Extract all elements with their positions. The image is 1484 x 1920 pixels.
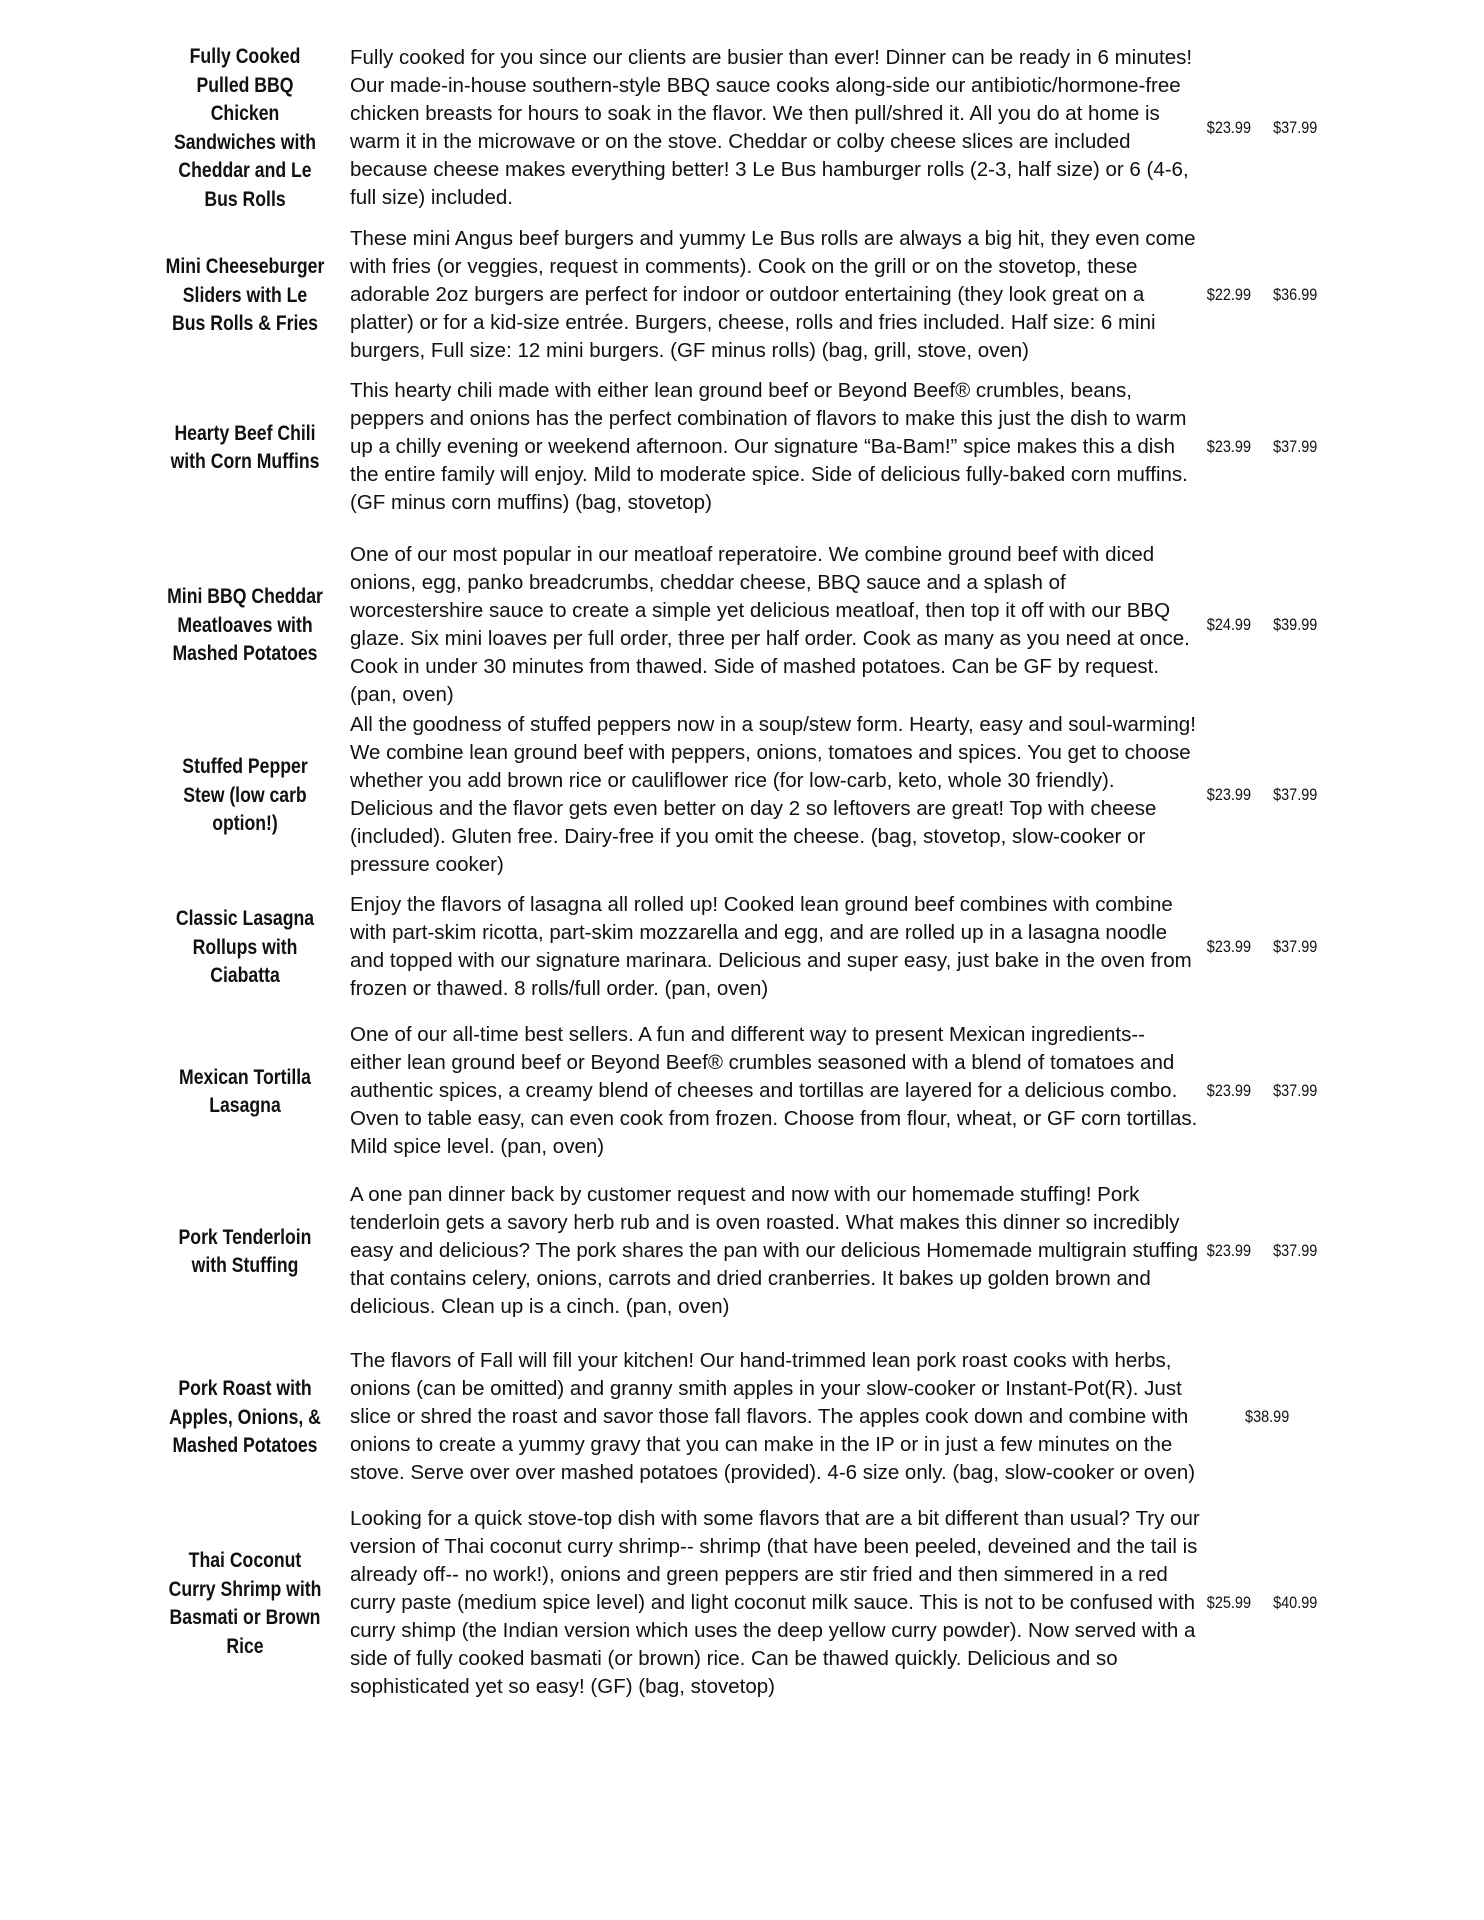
item-prices (1200, 118, 1317, 138)
item-name: Thai Coconut Curry Shrimp with Basmati or Brown Rice (168, 1548, 322, 1658)
item-prices (1200, 937, 1317, 957)
item-name: Stuffed Pepper Stew (low carb option!) (182, 754, 308, 836)
item-prices (1200, 1081, 1317, 1101)
item-name: Classic Lasagna Rollups with Ciabatta (175, 906, 315, 988)
item-description: These mini Angus beef burgers and yummy Le Bus rolls are always a big hit, they even come with fries (or veggies, request in comments). Cook on the grill or on the stovetop, these adorable 2oz burgers are perfect for indoor or outdoor entertaining (they look great on a platter) or for a kid-size entrée. Burgers, cheese, rolls and fries included. Half size: 6 mini burgers, Full size: 12 mini burgers. (GF minus rolls) (bag, grill, stove, oven) (350, 227, 1196, 362)
menu-item (148, 541, 1348, 709)
item-name: Mini Cheeseburger Sliders with Le Bus Rolls & Fries (165, 254, 325, 336)
price-half: $23.99 (1206, 1081, 1251, 1100)
item-description: This hearty chili made with either lean ground beef or Beyond Beef® crumbles, beans, peppers and onions has the perfect combination of flavors to make this just the dish to warm up a chilly evening or weekend afternoon. Our signature “Ba-Bam!” spice makes this a dish the entire family will enjoy. Mild to moderate spice. Side of delicious fully-baked corn muffins. (GF minus corn muffins) (bag, stovetop) (350, 379, 1188, 514)
item-name: Fully Cooked Pulled BBQ Chicken Sandwiches with Cheddar and Le Bus Rolls (173, 44, 317, 211)
item-name: Mini BBQ Cheddar Meatloaves with Mashed Potatoes (167, 584, 323, 666)
menu-item (148, 711, 1348, 879)
item-name: Pork Tenderloin with Stuffing (178, 1224, 312, 1277)
menu-item (148, 891, 1348, 1003)
price-full: $37.99 (1273, 1241, 1318, 1260)
menu-item (148, 377, 1348, 517)
price-full: $37.99 (1273, 1081, 1318, 1100)
price-full: $37.99 (1273, 937, 1318, 956)
price-half: $25.99 (1206, 1593, 1251, 1612)
menu-item (148, 42, 1348, 213)
item-prices (1200, 437, 1317, 457)
item-description: All the goodness of stuffed peppers now in a soup/stew form. Hearty, easy and soul-warming! We combine lean ground beef with peppers, onions, tomatoes and spices. You get to choose whether you add brown rice or cauliflower rice (for low-carb, keto, whole 30 friendly). Delicious and the flavor gets even better on day 2 so leftovers are great! Top with cheese (included). Gluten free. Dairy-free if you omit the cheese. (bag, stovetop, slow-cooker or pressure cooker) (350, 713, 1196, 876)
price-half: $23.99 (1206, 1241, 1251, 1260)
item-description: One of our all-time best sellers. A fun and different way to present Mexican ingredients-- either lean ground beef or Beyond Beef® crumbles seasoned with a blend of tomatoes and authentic spices, a creamy blend of cheeses and tortillas are layered for a delicious combo. Oven to table easy, can even cook from frozen. Choose from flour, wheat, or GF corn tortillas. Mild spice level. (pan, oven) (350, 1023, 1198, 1158)
item-description: A one pan dinner back by customer request and now with our homemade stuffing! Pork tenderloin gets a savory herb rub and is oven roasted. What makes this dinner so incredibly easy and delicious? The pork shares the pan with our delicious Homemade multigrain stuffing that contains celery, onions, carrots and dried cranberries. It bakes up golden brown and delicious. Clean up is a cinch. (pan, oven) (350, 1183, 1199, 1318)
item-prices (1200, 1241, 1317, 1261)
price-full: $37.99 (1273, 785, 1318, 804)
item-description: One of our most popular in our meatloaf reperatoire. We combine ground beef with diced onions, egg, panko breadcrumbs, cheddar cheese, BBQ sauce and a splash of worcestershire sauce to create a simple yet delicious meatloaf, then top it off with our BBQ glaze. Six mini loaves per full order, three per half order. Cook as many as you need at once. Cook in under 30 minutes from thawed. Side of mashed potatoes. Can be GF by request. (pan, oven) (350, 543, 1190, 706)
price-full: $40.99 (1273, 1593, 1318, 1612)
price-half: $22.99 (1206, 285, 1251, 304)
item-name: Mexican Tortilla Lasagna (179, 1064, 311, 1117)
item-description: Fully cooked for you since our clients are busier than ever! Dinner can be ready in 6 minutes! Our made-in-house southern-style BBQ sauce cooks along-side our antibiotic/hormone-free chicken breasts for hours to soak in the flavor. We then pull/shred it. All you do at home is warm it in the microwave or on the stove. Cheddar or colby cheese slices are included because cheese makes everything better! 3 Le Bus hamburger rolls (2-3, half size) or 6 (4-6, full size) included. (350, 45, 1193, 209)
price-full: $36.99 (1273, 285, 1318, 304)
price-half: $23.99 (1206, 437, 1251, 456)
item-prices (1200, 285, 1317, 305)
price-only: $38.99 (1245, 1407, 1290, 1426)
menu-item (148, 1347, 1348, 1487)
price-full: $37.99 (1273, 117, 1318, 137)
menu-item (148, 1505, 1348, 1701)
item-description: The flavors of Fall will fill your kitchen! Our hand-trimmed lean pork roast cooks with herbs, onions (can be omitted) and granny smith apples in your slow-cooker or Instant-Pot(R). Just slice or shred the roast and savor those fall flavors. The apples cook down and combine with onions to create a yummy gravy that you can make in the IP or in just a few minutes on the stove. Serve over over mashed potatoes (provided). 4-6 size only. (bag, slow-cooker or oven) (350, 1349, 1196, 1484)
item-prices (1200, 785, 1317, 805)
menu-item (148, 1021, 1348, 1161)
price-half: $23.99 (1206, 785, 1251, 804)
item-name: Pork Roast with Apples, Onions, & Mashed Potatoes (169, 1376, 321, 1458)
price-half: $23.99 (1206, 937, 1251, 956)
item-description: Enjoy the flavors of lasagna all rolled up! Cooked lean ground beef combines with combine with part-skim ricotta, part-skim mozzarella and egg, and are rolled up in a lasagna noodle and topped with our signature marinara. Delicious and super easy, just bake in the oven from frozen or thawed. 8 rolls/full order. (pan, oven) (350, 893, 1192, 1000)
price-full: $39.99 (1273, 615, 1318, 634)
item-description: Looking for a quick stove-top dish with some flavors that are a bit different than usual? Try our version of Thai coconut curry shrimp-- shrimp (that have been peeled, deveined and the tail is already off-- no work!), onions and green peppers are stir fried and then simmered in a red curry paste (medium spice level) and light coconut milk sauce. This is not to be confused with curry shimp (the Indian version which uses the deep yellow curry powder). Now served with a side of fully cooked basmati (or brown) rice. Can be thawed quickly. Delicious and so sophisticated yet so easy! (GF) (bag, stovetop) (350, 1507, 1200, 1698)
menu-item (148, 225, 1348, 365)
price-half: $24.99 (1206, 615, 1251, 634)
item-prices (1200, 1407, 1322, 1427)
menu-list (148, 42, 1348, 1701)
menu-item (148, 1181, 1348, 1321)
item-prices (1200, 1593, 1317, 1613)
price-half: $23.99 (1206, 117, 1251, 137)
price-full: $37.99 (1273, 437, 1318, 456)
item-name: Hearty Beef Chili with Corn Muffins (170, 420, 320, 473)
item-prices (1200, 615, 1317, 635)
